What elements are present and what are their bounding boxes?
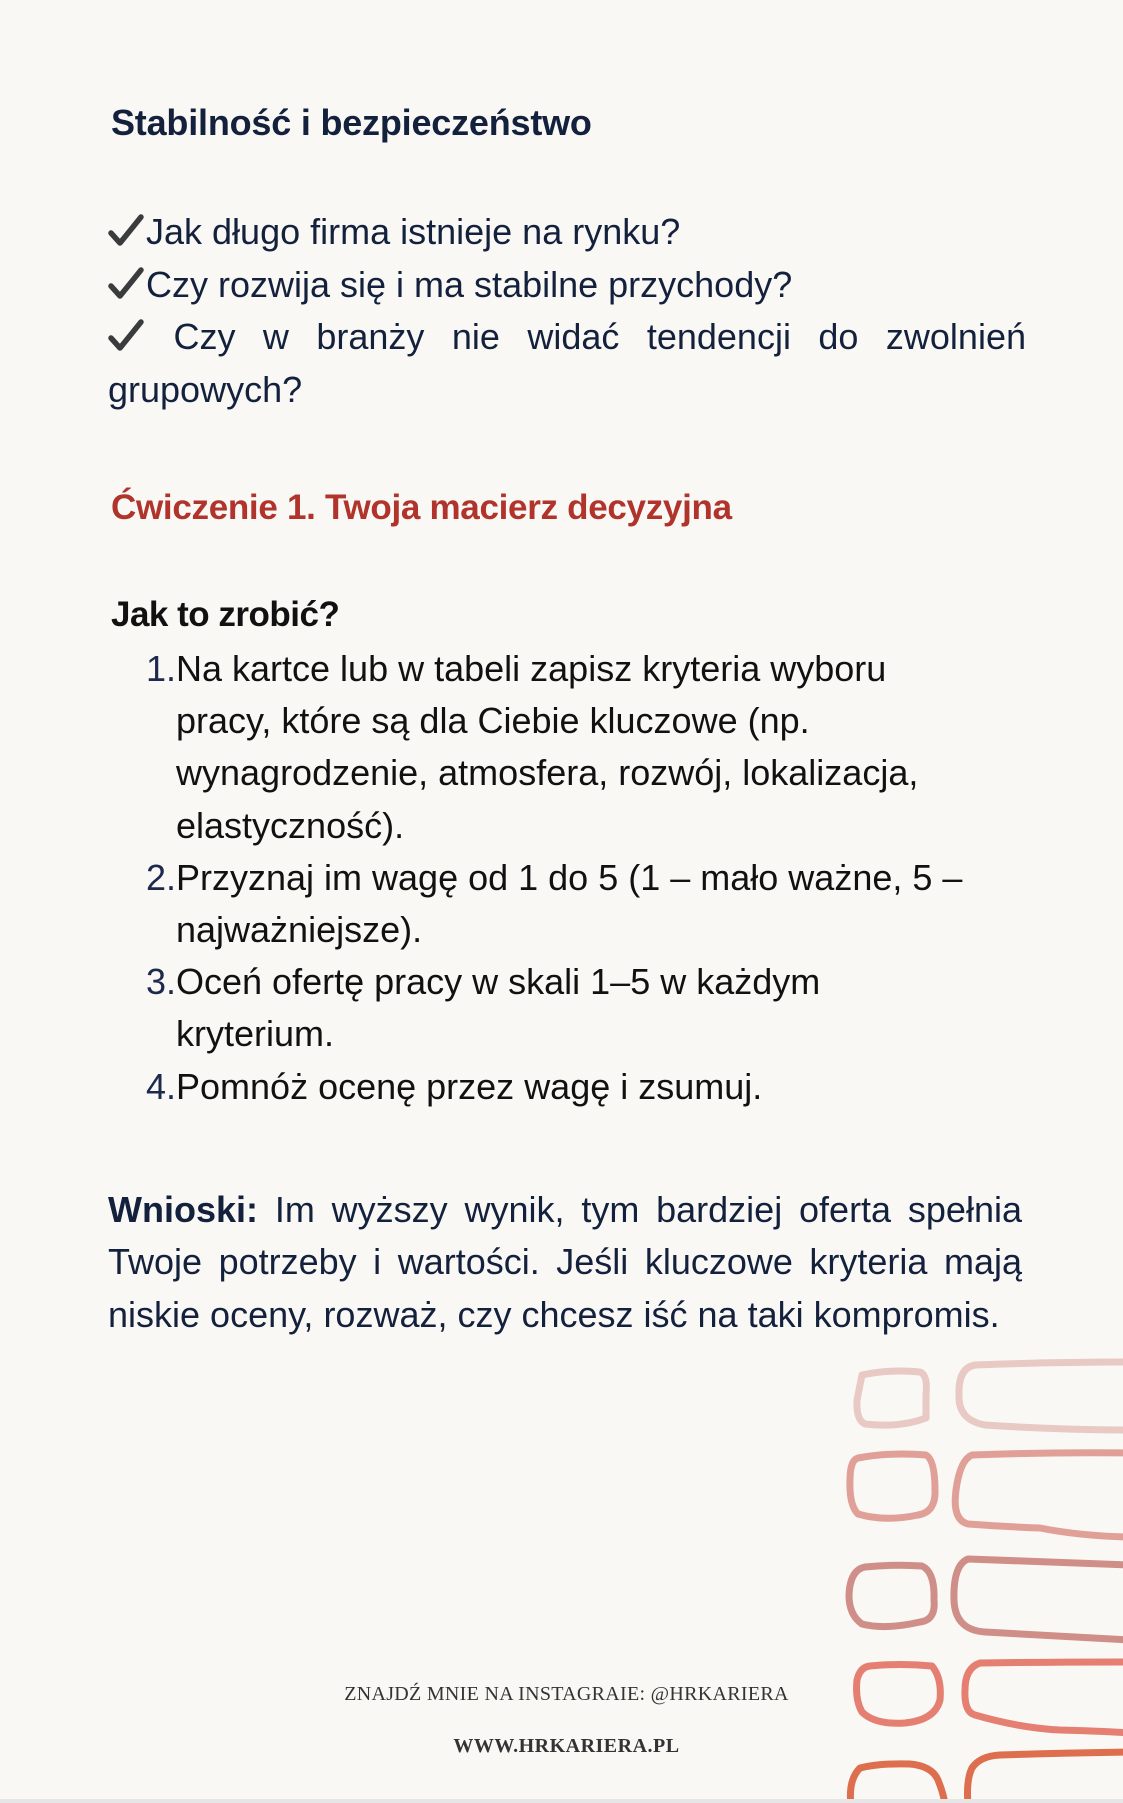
exercise-title: Ćwiczenie 1. Twoja macierz decyzyjna <box>111 488 732 527</box>
checklist-text: Czy w branży nie widać tendencji do zwolnień <box>173 316 1026 357</box>
checklist-item <box>108 206 1026 259</box>
step-number: 1. <box>145 648 176 689</box>
check-icon <box>108 263 146 297</box>
step-text <box>176 643 1020 852</box>
step-line: wynagrodzenie, atmosfera, rozwój, lokalizacja, <box>176 752 919 794</box>
how-heading: Jak to zrobić? <box>111 595 340 634</box>
step-number: 4. <box>145 1065 176 1107</box>
step-text <box>176 852 1020 956</box>
step-line: kryterium. <box>176 1013 335 1055</box>
checklist-text: Czy rozwija się i ma stabilne przychody? <box>146 263 793 305</box>
steps-list <box>140 643 1020 1113</box>
step-line: Na kartce lub w tabeli zapisz kryteria wyboru <box>176 648 887 689</box>
checklist-text: grupowych? <box>108 368 303 410</box>
conclusion-paragraph <box>108 1184 1022 1341</box>
step-text <box>176 1061 1020 1113</box>
section-title: Stabilność i bezpieczeństwo <box>111 102 592 143</box>
step-line: Przyznaj im wagę od 1 do 5 (1 – mało ważne, 5 – <box>176 856 963 898</box>
step-line: Pomnóż ocenę przez wagę i zsumuj. <box>176 1065 763 1107</box>
conclusion-label: Wnioski: <box>108 1189 258 1230</box>
checklist-item-continuation <box>108 364 1026 417</box>
decorative-shapes <box>830 1350 1123 1800</box>
conclusion-text: Im wyższy wynik, tym bardziej oferta spełnia Twoje potrzeby i wartości. Jeśli kluczowe kryteria mają niskie oceny, rozważ, czy chcesz iść na taki kompromis. <box>108 1189 1022 1335</box>
step-line: pracy, które są dla Ciebie kluczowe (np. <box>176 700 810 742</box>
step-item <box>140 956 1020 1060</box>
step-line: Oceń ofertę pracy w skali 1–5 w każdym <box>176 961 821 1003</box>
step-item <box>140 852 1020 956</box>
step-text <box>176 956 1020 1060</box>
step-number: 2. <box>145 856 176 898</box>
step-item <box>140 1061 1020 1113</box>
checklist-item <box>108 311 1026 364</box>
checklist <box>108 206 1026 416</box>
checklist-text: Jak długo firma istnieje na rynku? <box>146 211 681 252</box>
check-icon <box>108 315 146 349</box>
checklist-item <box>108 259 1026 312</box>
step-line: elastyczność). <box>176 804 405 846</box>
step-number: 3. <box>145 961 176 1003</box>
footer-website[interactable]: WWW.HRKARIERA.PL <box>453 1735 680 1757</box>
step-line: najważniejsze). <box>176 909 423 951</box>
footer-instagram: ZNAJDŹ MNIE NA INSTAGRAIE: @HRKARIERA <box>344 1683 789 1705</box>
page-bottom-edge <box>0 1799 1123 1803</box>
step-item <box>140 643 1020 852</box>
check-icon <box>108 210 146 244</box>
